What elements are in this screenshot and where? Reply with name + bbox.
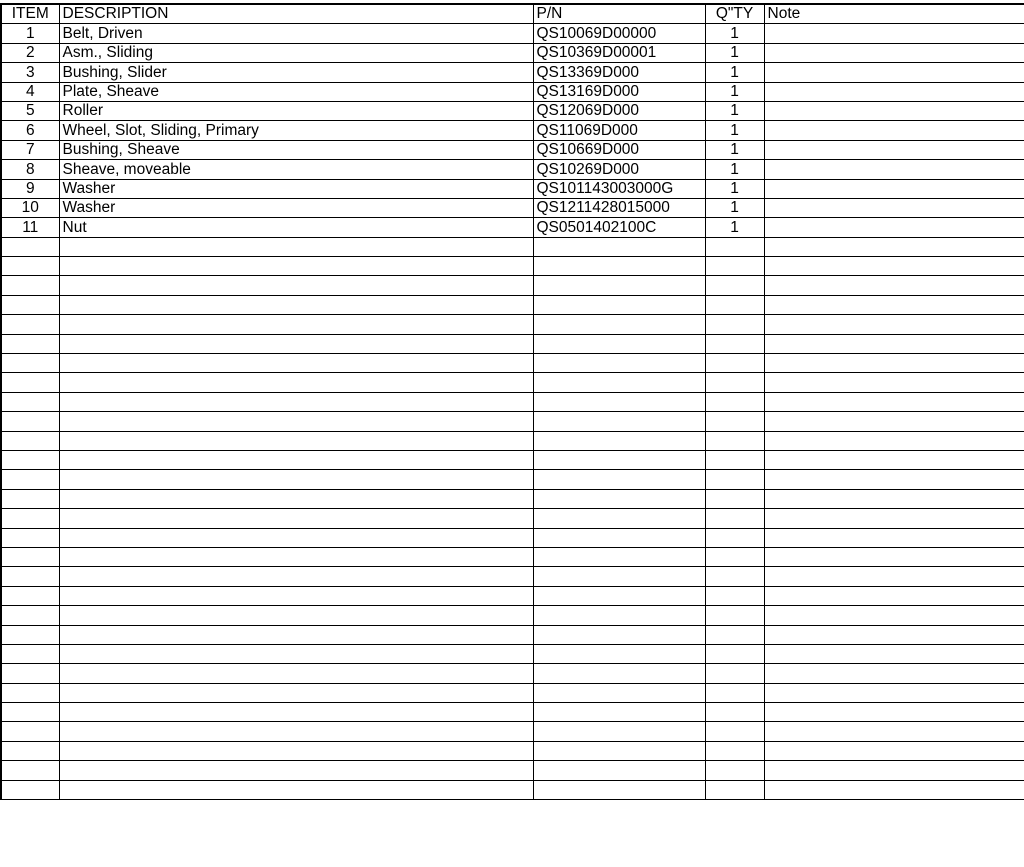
cell-item-empty	[1, 257, 59, 276]
cell-part-number: QS10069D00000	[533, 24, 705, 43]
cell-quantity-empty	[705, 683, 764, 702]
cell-part-number-empty	[533, 373, 705, 392]
cell-item-empty	[1, 354, 59, 373]
cell-quantity-empty	[705, 489, 764, 508]
cell-description-empty	[59, 373, 533, 392]
cell-description-empty	[59, 625, 533, 644]
cell-description-empty	[59, 334, 533, 353]
cell-description: Washer	[59, 179, 533, 198]
cell-note-empty	[764, 567, 1024, 586]
cell-note-empty	[764, 354, 1024, 373]
cell-part-number-empty	[533, 664, 705, 683]
cell-quantity: 1	[705, 160, 764, 179]
cell-note	[764, 101, 1024, 120]
cell-part-number-empty	[533, 644, 705, 663]
cell-quantity-empty	[705, 509, 764, 528]
cell-part-number-empty	[533, 412, 705, 431]
cell-part-number-empty	[533, 722, 705, 741]
empty-table-row	[1, 334, 1024, 353]
column-header-part-number: P/N	[533, 5, 705, 24]
cell-description-empty	[59, 450, 533, 469]
cell-note-empty	[764, 547, 1024, 566]
empty-table-row	[1, 644, 1024, 663]
cell-note	[764, 82, 1024, 101]
cell-part-number-empty	[533, 392, 705, 411]
cell-item: 7	[1, 140, 59, 159]
cell-part-number-empty	[533, 509, 705, 528]
cell-note	[764, 43, 1024, 62]
cell-item-empty	[1, 431, 59, 450]
empty-table-row	[1, 547, 1024, 566]
cell-note-empty	[764, 489, 1024, 508]
empty-table-row	[1, 392, 1024, 411]
cell-item: 6	[1, 121, 59, 140]
cell-description: Nut	[59, 218, 533, 237]
cell-description-empty	[59, 741, 533, 760]
cell-item-empty	[1, 315, 59, 334]
cell-item: 9	[1, 179, 59, 198]
column-header-item: ITEM	[1, 5, 59, 24]
empty-table-row	[1, 489, 1024, 508]
cell-note	[764, 160, 1024, 179]
table-row	[1, 198, 1024, 217]
cell-quantity-empty	[705, 703, 764, 722]
cell-part-number-empty	[533, 761, 705, 780]
cell-part-number-empty	[533, 354, 705, 373]
empty-table-row	[1, 431, 1024, 450]
cell-quantity-empty	[705, 741, 764, 760]
cell-note-empty	[764, 528, 1024, 547]
cell-part-number-empty	[533, 276, 705, 295]
empty-table-row	[1, 567, 1024, 586]
empty-table-row	[1, 509, 1024, 528]
cell-part-number: QS10369D00001	[533, 43, 705, 62]
cell-item-empty	[1, 741, 59, 760]
cell-item: 10	[1, 198, 59, 217]
cell-item-empty	[1, 237, 59, 256]
cell-part-number-empty	[533, 586, 705, 605]
cell-quantity: 1	[705, 63, 764, 82]
cell-quantity-empty	[705, 470, 764, 489]
cell-description-empty	[59, 683, 533, 702]
cell-note-empty	[764, 257, 1024, 276]
cell-part-number: QS12069D000	[533, 101, 705, 120]
table-row	[1, 43, 1024, 62]
cell-note	[764, 179, 1024, 198]
cell-note-empty	[764, 509, 1024, 528]
table-row	[1, 218, 1024, 237]
cell-note-empty	[764, 644, 1024, 663]
cell-quantity-empty	[705, 450, 764, 469]
cell-note-empty	[764, 237, 1024, 256]
cell-quantity-empty	[705, 606, 764, 625]
cell-quantity-empty	[705, 276, 764, 295]
cell-description-empty	[59, 354, 533, 373]
cell-part-number-empty	[533, 683, 705, 702]
cell-description: Asm., Sliding	[59, 43, 533, 62]
cell-quantity-empty	[705, 567, 764, 586]
empty-table-row	[1, 722, 1024, 741]
cell-part-number-empty	[533, 470, 705, 489]
table-row	[1, 140, 1024, 159]
cell-quantity: 1	[705, 140, 764, 159]
cell-part-number-empty	[533, 741, 705, 760]
cell-description-empty	[59, 412, 533, 431]
cell-part-number-empty	[533, 295, 705, 314]
cell-quantity-empty	[705, 257, 764, 276]
cell-part-number-empty	[533, 257, 705, 276]
cell-note-empty	[764, 606, 1024, 625]
cell-item-empty	[1, 295, 59, 314]
cell-item-empty	[1, 528, 59, 547]
empty-table-row	[1, 741, 1024, 760]
cell-part-number: QS10669D000	[533, 140, 705, 159]
cell-item-empty	[1, 606, 59, 625]
cell-item: 8	[1, 160, 59, 179]
cell-note-empty	[764, 431, 1024, 450]
cell-quantity: 1	[705, 24, 764, 43]
cell-quantity: 1	[705, 218, 764, 237]
empty-table-row	[1, 761, 1024, 780]
cell-note-empty	[764, 741, 1024, 760]
cell-part-number: QS13169D000	[533, 82, 705, 101]
cell-quantity-empty	[705, 392, 764, 411]
cell-quantity-empty	[705, 528, 764, 547]
cell-description: Plate, Sheave	[59, 82, 533, 101]
cell-quantity-empty	[705, 644, 764, 663]
cell-item-empty	[1, 761, 59, 780]
cell-item-empty	[1, 703, 59, 722]
cell-quantity: 1	[705, 179, 764, 198]
empty-table-row	[1, 412, 1024, 431]
empty-table-row	[1, 664, 1024, 683]
cell-description-empty	[59, 470, 533, 489]
cell-item-empty	[1, 664, 59, 683]
cell-quantity: 1	[705, 82, 764, 101]
cell-quantity-empty	[705, 334, 764, 353]
cell-item-empty	[1, 276, 59, 295]
cell-note-empty	[764, 373, 1024, 392]
parts-list-sheet	[0, 3, 1024, 867]
cell-part-number-empty	[533, 703, 705, 722]
cell-quantity-empty	[705, 664, 764, 683]
cell-quantity: 1	[705, 121, 764, 140]
cell-quantity: 1	[705, 198, 764, 217]
cell-note	[764, 198, 1024, 217]
cell-note-empty	[764, 470, 1024, 489]
cell-quantity-empty	[705, 354, 764, 373]
cell-description: Bushing, Slider	[59, 63, 533, 82]
empty-table-row	[1, 237, 1024, 256]
cell-note	[764, 218, 1024, 237]
cell-note-empty	[764, 392, 1024, 411]
cell-item-empty	[1, 412, 59, 431]
cell-note-empty	[764, 780, 1024, 799]
table-row	[1, 63, 1024, 82]
cell-quantity-empty	[705, 625, 764, 644]
cell-quantity-empty	[705, 431, 764, 450]
cell-note-empty	[764, 295, 1024, 314]
empty-table-row	[1, 683, 1024, 702]
column-header-description: DESCRIPTION	[59, 5, 533, 24]
cell-description-empty	[59, 703, 533, 722]
cell-description-empty	[59, 489, 533, 508]
cell-description: Sheave, moveable	[59, 160, 533, 179]
cell-part-number-empty	[533, 547, 705, 566]
cell-part-number: QS13369D000	[533, 63, 705, 82]
cell-note-empty	[764, 703, 1024, 722]
cell-item-empty	[1, 509, 59, 528]
cell-description-empty	[59, 664, 533, 683]
cell-note-empty	[764, 315, 1024, 334]
cell-note-empty	[764, 722, 1024, 741]
cell-part-number: QS11069D000	[533, 121, 705, 140]
empty-table-row	[1, 354, 1024, 373]
column-header-note: Note	[764, 5, 1024, 24]
cell-note-empty	[764, 412, 1024, 431]
cell-quantity-empty	[705, 295, 764, 314]
cell-quantity-empty	[705, 412, 764, 431]
cell-description-empty	[59, 722, 533, 741]
cell-item-empty	[1, 625, 59, 644]
cell-description-empty	[59, 509, 533, 528]
cell-note-empty	[764, 625, 1024, 644]
table-row	[1, 179, 1024, 198]
cell-description-empty	[59, 392, 533, 411]
cell-description-empty	[59, 237, 533, 256]
cell-note-empty	[764, 761, 1024, 780]
cell-quantity-empty	[705, 586, 764, 605]
cell-part-number: QS1211428015000	[533, 198, 705, 217]
cell-quantity-empty	[705, 315, 764, 334]
cell-quantity-empty	[705, 547, 764, 566]
cell-item-empty	[1, 780, 59, 799]
cell-item-empty	[1, 334, 59, 353]
cell-item-empty	[1, 373, 59, 392]
cell-description-empty	[59, 547, 533, 566]
header-row	[1, 5, 1024, 24]
empty-table-row	[1, 625, 1024, 644]
table-row	[1, 24, 1024, 43]
empty-table-row	[1, 315, 1024, 334]
cell-part-number-empty	[533, 606, 705, 625]
cell-part-number-empty	[533, 431, 705, 450]
cell-description-empty	[59, 567, 533, 586]
cell-note	[764, 140, 1024, 159]
cell-description-empty	[59, 431, 533, 450]
cell-item-empty	[1, 586, 59, 605]
cell-part-number-empty	[533, 528, 705, 547]
cell-item-empty	[1, 722, 59, 741]
cell-part-number-empty	[533, 567, 705, 586]
empty-table-row	[1, 470, 1024, 489]
cell-part-number: QS101143003000G	[533, 179, 705, 198]
cell-quantity-empty	[705, 780, 764, 799]
cell-description-empty	[59, 586, 533, 605]
cell-part-number-empty	[533, 625, 705, 644]
empty-table-row	[1, 528, 1024, 547]
empty-table-row	[1, 606, 1024, 625]
cell-item-empty	[1, 567, 59, 586]
empty-table-row	[1, 295, 1024, 314]
cell-quantity-empty	[705, 722, 764, 741]
cell-item: 3	[1, 63, 59, 82]
cell-note-empty	[764, 334, 1024, 353]
cell-description-empty	[59, 295, 533, 314]
cell-item: 2	[1, 43, 59, 62]
empty-table-row	[1, 586, 1024, 605]
cell-description-empty	[59, 644, 533, 663]
cell-description: Washer	[59, 198, 533, 217]
cell-description-empty	[59, 606, 533, 625]
cell-part-number: QS10269D000	[533, 160, 705, 179]
cell-description: Belt, Driven	[59, 24, 533, 43]
cell-quantity-empty	[705, 761, 764, 780]
empty-table-row	[1, 276, 1024, 295]
cell-part-number-empty	[533, 334, 705, 353]
table-row	[1, 101, 1024, 120]
cell-description: Bushing, Sheave	[59, 140, 533, 159]
cell-note	[764, 63, 1024, 82]
cell-item: 11	[1, 218, 59, 237]
cell-item-empty	[1, 644, 59, 663]
cell-description-empty	[59, 761, 533, 780]
empty-table-row	[1, 257, 1024, 276]
table-row	[1, 82, 1024, 101]
cell-item: 4	[1, 82, 59, 101]
cell-item-empty	[1, 683, 59, 702]
cell-description-empty	[59, 257, 533, 276]
cell-description-empty	[59, 528, 533, 547]
cell-quantity-empty	[705, 373, 764, 392]
cell-item: 5	[1, 101, 59, 120]
cell-description-empty	[59, 315, 533, 334]
cell-item-empty	[1, 547, 59, 566]
table-row	[1, 160, 1024, 179]
cell-part-number-empty	[533, 237, 705, 256]
cell-quantity: 1	[705, 43, 764, 62]
cell-note-empty	[764, 450, 1024, 469]
cell-note-empty	[764, 664, 1024, 683]
cell-note-empty	[764, 683, 1024, 702]
cell-description-empty	[59, 276, 533, 295]
cell-part-number-empty	[533, 780, 705, 799]
cell-part-number-empty	[533, 315, 705, 334]
cell-note	[764, 24, 1024, 43]
cell-quantity: 1	[705, 101, 764, 120]
cell-description-empty	[59, 780, 533, 799]
cell-item-empty	[1, 489, 59, 508]
cell-note-empty	[764, 276, 1024, 295]
cell-part-number-empty	[533, 489, 705, 508]
table-row	[1, 121, 1024, 140]
cell-item-empty	[1, 392, 59, 411]
column-header-quantity: Q"TY	[705, 5, 764, 24]
cell-item-empty	[1, 470, 59, 489]
cell-part-number-empty	[533, 450, 705, 469]
parts-list-table	[0, 5, 1024, 800]
empty-table-row	[1, 780, 1024, 799]
cell-description: Roller	[59, 101, 533, 120]
cell-part-number: QS0501402100C	[533, 218, 705, 237]
cell-item: 1	[1, 24, 59, 43]
cell-quantity-empty	[705, 237, 764, 256]
empty-table-row	[1, 703, 1024, 722]
cell-note	[764, 121, 1024, 140]
cell-item-empty	[1, 450, 59, 469]
empty-table-row	[1, 450, 1024, 469]
cell-note-empty	[764, 586, 1024, 605]
cell-description: Wheel, Slot, Sliding, Primary	[59, 121, 533, 140]
empty-table-row	[1, 373, 1024, 392]
